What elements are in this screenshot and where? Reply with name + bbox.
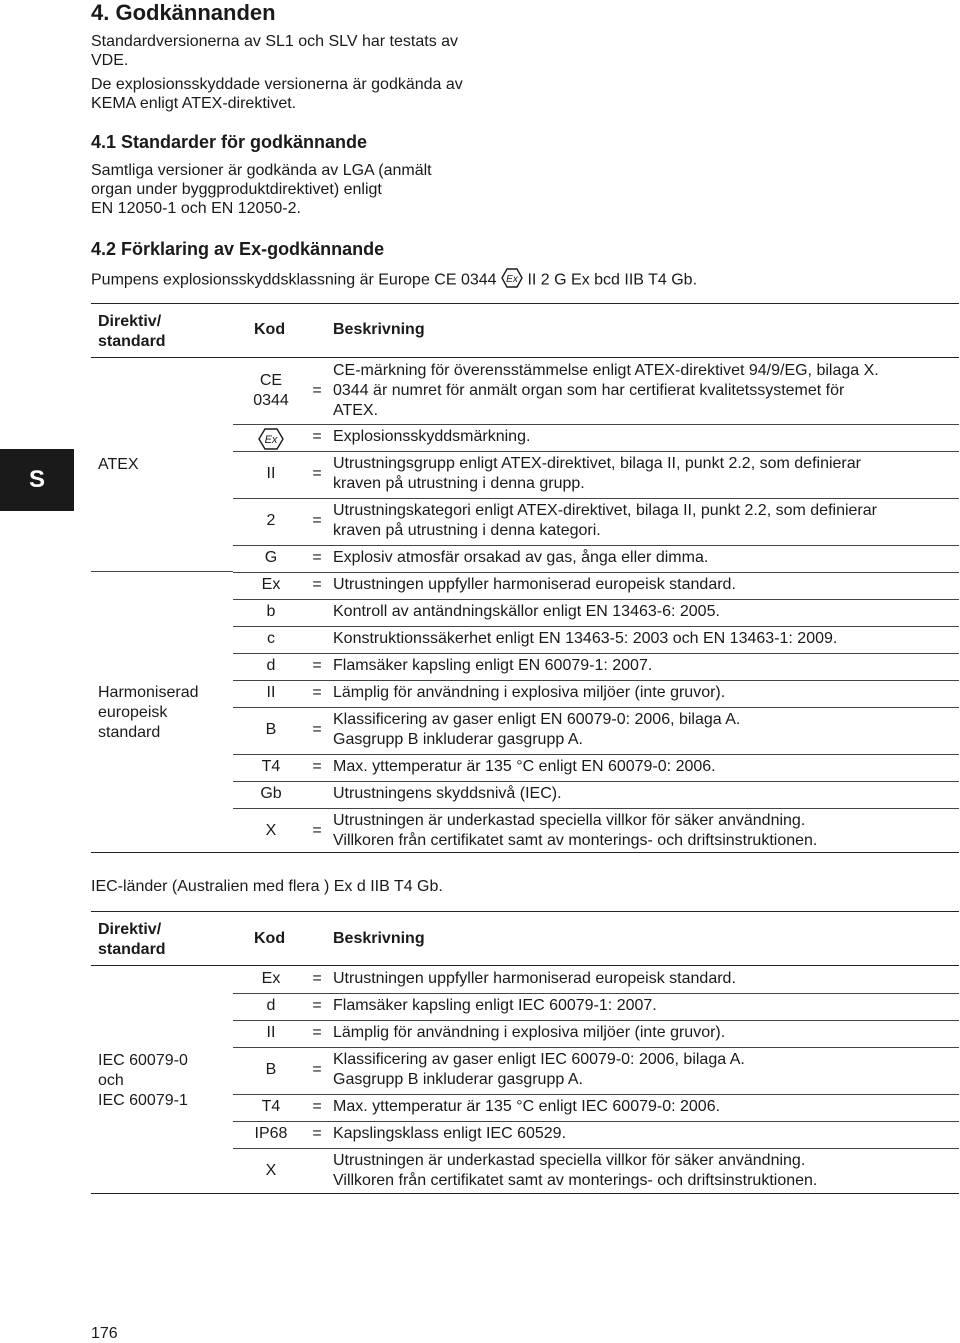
row-description xyxy=(333,1050,745,1090)
row-code xyxy=(236,575,306,595)
row-equals: = xyxy=(312,549,322,566)
code-line: B xyxy=(265,721,277,738)
code-line: II xyxy=(266,684,276,701)
description-line: Utrustningen uppfyller harmoniserad europeisk standard. xyxy=(333,970,736,987)
row-divider xyxy=(233,1094,959,1095)
row-description xyxy=(333,656,652,676)
table2-header-rule xyxy=(91,965,959,966)
row-divider xyxy=(233,1020,959,1021)
description-line: Explosionsskyddsmärkning. xyxy=(333,428,531,445)
row-description xyxy=(333,427,530,447)
description-line: Gasgrupp B inkluderar gasgrupp A. xyxy=(333,731,583,748)
intro-line: De explosionsskyddade versionerna är godkända av xyxy=(91,76,463,93)
row-equals: = xyxy=(312,382,322,399)
group-line: Harmoniserad xyxy=(98,684,199,701)
row-code xyxy=(236,969,306,989)
row-divider xyxy=(233,424,959,425)
description-line: kraven på utrustning i denna grupp. xyxy=(333,475,585,492)
code-line: d xyxy=(266,997,276,1014)
code-line: CE xyxy=(259,372,283,389)
description-line: Konstruktionssäkerhet enligt EN 13463-5: 2003 och EN 13463-1: 2009. xyxy=(333,630,838,647)
row-equals: = xyxy=(312,758,322,775)
row-description xyxy=(333,602,720,622)
description-line: Kontroll av antändningskällor enligt EN 13463-6: 2005. xyxy=(333,603,720,620)
row-code xyxy=(236,629,306,649)
row-divider xyxy=(233,572,959,573)
row-code xyxy=(236,1097,306,1117)
code-line: T4 xyxy=(261,1098,281,1115)
row-divider xyxy=(233,653,959,654)
description-line: Flamsäker kapsling enligt EN 60079-1: 2007. xyxy=(333,657,653,674)
row-equals: = xyxy=(312,1024,322,1041)
classification-text-before: Pumpens explosionsskyddsklassning är Europe CE 0344 xyxy=(91,271,497,289)
row-description xyxy=(333,575,736,595)
row-equals: = xyxy=(312,822,322,839)
row-description xyxy=(333,757,716,777)
description-line: Utrustningen uppfyller harmoniserad europeisk standard. xyxy=(333,576,736,593)
row-code xyxy=(236,1161,306,1181)
row-code xyxy=(236,996,306,1016)
code-line: II xyxy=(266,1024,276,1041)
table1-group-harmonized xyxy=(98,683,198,743)
row-divider xyxy=(233,808,959,809)
row-description xyxy=(333,784,562,804)
description-line: Lämplig för användning i explosiva miljöer (inte gruvor). xyxy=(333,684,726,701)
code-line: T4 xyxy=(261,758,281,775)
row-description xyxy=(333,996,657,1016)
row-divider xyxy=(233,1047,959,1048)
header-line: standard xyxy=(98,333,166,350)
code-line: 2 xyxy=(266,512,276,529)
row-equals: = xyxy=(312,657,322,674)
ex-hexagon-icon xyxy=(501,268,523,293)
description-line: Utrustningskategori enligt ATEX-direktivet, bilaga II, punkt 2.2, som definierar xyxy=(333,502,877,519)
table1-header-rule xyxy=(91,357,959,358)
row-description xyxy=(333,811,817,851)
code-line: c xyxy=(267,630,275,647)
description-line: Flamsäker kapsling enligt IEC 60079-1: 2007. xyxy=(333,997,657,1014)
text-line: Samtliga versioner är godkända av LGA (anmält xyxy=(91,162,432,179)
row-equals: = xyxy=(312,997,322,1014)
row-equals: = xyxy=(312,684,322,701)
page-number: 176 xyxy=(91,1325,118,1342)
row-code xyxy=(236,784,306,804)
table1-header-desc: Beskrivning xyxy=(333,321,425,338)
row-equals: = xyxy=(312,970,322,987)
section-heading: 4. Godkännanden xyxy=(91,0,276,25)
code-line: IP68 xyxy=(254,1125,288,1142)
code-line: Gb xyxy=(260,785,282,802)
text-line: EN 12050-1 och EN 12050-2. xyxy=(91,200,301,217)
row-description xyxy=(333,1023,725,1043)
row-code xyxy=(236,656,306,676)
table1-group-divider xyxy=(91,571,233,572)
code-line: X xyxy=(265,822,277,839)
text-line: organ under byggproduktdirektivet) enligt xyxy=(91,181,382,198)
row-description xyxy=(333,629,837,649)
svg-text:Ex: Ex xyxy=(506,274,518,285)
intro-line: VDE. xyxy=(91,52,129,69)
row-equals: = xyxy=(312,1098,322,1115)
iec-caption: IEC-länder (Australien med flera ) Ex d IIB T4 Gb. xyxy=(91,878,443,895)
description-line: Utrustningens skyddsnivå (IEC). xyxy=(333,785,562,802)
row-code xyxy=(236,371,306,411)
row-equals: = xyxy=(312,512,322,529)
row-description xyxy=(333,501,877,541)
header-line: Direktiv/ xyxy=(98,921,162,938)
row-divider xyxy=(233,781,959,782)
table2-bottom-rule xyxy=(91,1193,959,1194)
row-divider xyxy=(233,545,959,546)
description-line: Utrustningen är underkastad speciella villkor för säker användning. xyxy=(333,812,806,829)
description-line: Max. yttemperatur är 135 °C enligt EN 60079-0: 2006. xyxy=(333,758,716,775)
row-description xyxy=(333,710,740,750)
subsection-text-4-1 xyxy=(91,161,432,218)
row-description xyxy=(333,1124,566,1144)
subsection-heading-4-2: 4.2 Förklaring av Ex-godkännande xyxy=(91,239,385,259)
row-divider xyxy=(233,680,959,681)
table1-top-rule xyxy=(91,303,959,304)
row-description xyxy=(333,683,725,703)
description-line: Klassificering av gaser enligt IEC 60079-0: 2006, bilaga A. xyxy=(333,1051,745,1068)
code-line: 0344 xyxy=(253,392,289,409)
group-line: och xyxy=(98,1072,124,1089)
group-line: europeisk xyxy=(98,704,168,721)
row-divider xyxy=(233,754,959,755)
row-description xyxy=(333,1097,720,1117)
table2-header-desc: Beskrivning xyxy=(333,930,425,947)
header-line: Direktiv/ xyxy=(98,313,162,330)
code-line: Ex xyxy=(261,576,281,593)
row-divider xyxy=(233,1148,959,1149)
row-equals: = xyxy=(312,1061,322,1078)
code-line: X xyxy=(265,1162,277,1179)
ex-classification-line xyxy=(91,268,697,293)
code-line: b xyxy=(266,603,276,620)
table2-group-iec xyxy=(98,1051,188,1111)
table1-header-code: Kod xyxy=(254,321,286,338)
row-description xyxy=(333,548,708,568)
row-code xyxy=(236,1023,306,1043)
description-line: Max. yttemperatur är 135 °C enligt IEC 60079-0: 2006. xyxy=(333,1098,721,1115)
row-description xyxy=(333,969,736,989)
table1-bottom-rule xyxy=(91,852,959,853)
row-code xyxy=(236,464,306,484)
code-line: G xyxy=(264,549,278,566)
row-description xyxy=(333,1151,817,1191)
row-code xyxy=(236,821,306,841)
row-divider xyxy=(233,451,959,452)
row-equals: = xyxy=(312,576,322,593)
description-line: Explosiv atmosfär orsakad av gas, ånga eller dimma. xyxy=(333,549,709,566)
group-line: IEC 60079-0 xyxy=(98,1052,188,1069)
row-code xyxy=(236,720,306,740)
row-equals: = xyxy=(312,465,322,482)
intro-line: Standardversionerna av SL1 och SLV har testats av xyxy=(91,33,459,50)
table2-header-code: Kod xyxy=(254,930,286,947)
subsection-heading-4-1: 4.1 Standarder för godkännande xyxy=(91,132,368,152)
description-line: Lämplig för användning i explosiva miljöer (inte gruvor). xyxy=(333,1024,726,1041)
row-code xyxy=(236,511,306,531)
intro-line: KEMA enligt ATEX-direktivet. xyxy=(91,95,297,112)
row-code xyxy=(236,1124,306,1144)
group-line: standard xyxy=(98,724,161,741)
description-line: ATEX. xyxy=(333,402,379,419)
row-code xyxy=(236,1060,306,1080)
description-line: CE-märkning för överensstämmelse enligt ATEX-direktivet 94/9/EG, bilaga X. xyxy=(333,362,879,379)
description-line: Utrustningsgrupp enligt ATEX-direktivet, bilaga II, punkt 2.2, som definierar xyxy=(333,455,861,472)
row-divider xyxy=(233,599,959,600)
row-divider xyxy=(233,993,959,994)
header-line: standard xyxy=(98,941,166,958)
description-line: Villkoren från certifikatet samt av monterings- och driftsinstruktionen. xyxy=(333,1172,818,1189)
description-line: kraven på utrustning i denna kategori. xyxy=(333,522,601,539)
description-line: Villkoren från certifikatet samt av monterings- och driftsinstruktionen. xyxy=(333,832,818,849)
code-line: Ex xyxy=(261,970,281,987)
group-line: IEC 60079-1 xyxy=(98,1092,188,1109)
description-line: Kapslingsklass enligt IEC 60529. xyxy=(333,1125,567,1142)
table2-top-rule xyxy=(91,911,959,912)
description-line: 0344 är numret för anmält organ som har certifierat kvalitetssystemet för xyxy=(333,382,845,399)
row-code xyxy=(236,757,306,777)
code-line: II xyxy=(266,465,276,482)
intro-text xyxy=(91,32,463,113)
table1-header-directive xyxy=(98,312,166,352)
description-line: Klassificering av gaser enligt EN 60079-0: 2006, bilaga A. xyxy=(333,711,741,728)
code-line: B xyxy=(265,1061,277,1078)
row-code xyxy=(236,602,306,622)
row-equals: = xyxy=(312,1125,322,1142)
svg-text:Ex: Ex xyxy=(264,434,278,446)
description-line: Gasgrupp B inkluderar gasgrupp A. xyxy=(333,1071,583,1088)
row-equals: = xyxy=(312,428,322,445)
row-description xyxy=(333,361,879,421)
code-line: d xyxy=(266,657,276,674)
row-divider xyxy=(233,626,959,627)
row-description xyxy=(333,454,861,494)
row-code xyxy=(236,548,306,568)
row-code xyxy=(236,683,306,703)
row-divider xyxy=(233,1121,959,1122)
classification-text-after: II 2 G Ex bcd IIB T4 Gb. xyxy=(527,271,698,289)
language-side-tab: S xyxy=(0,449,74,511)
row-equals: = xyxy=(312,721,322,738)
table1-group-atex: ATEX xyxy=(98,456,139,473)
row-divider xyxy=(233,707,959,708)
description-line: Utrustningen är underkastad speciella villkor för säker användning. xyxy=(333,1152,806,1169)
table2-header-directive xyxy=(98,920,166,960)
row-divider xyxy=(233,498,959,499)
